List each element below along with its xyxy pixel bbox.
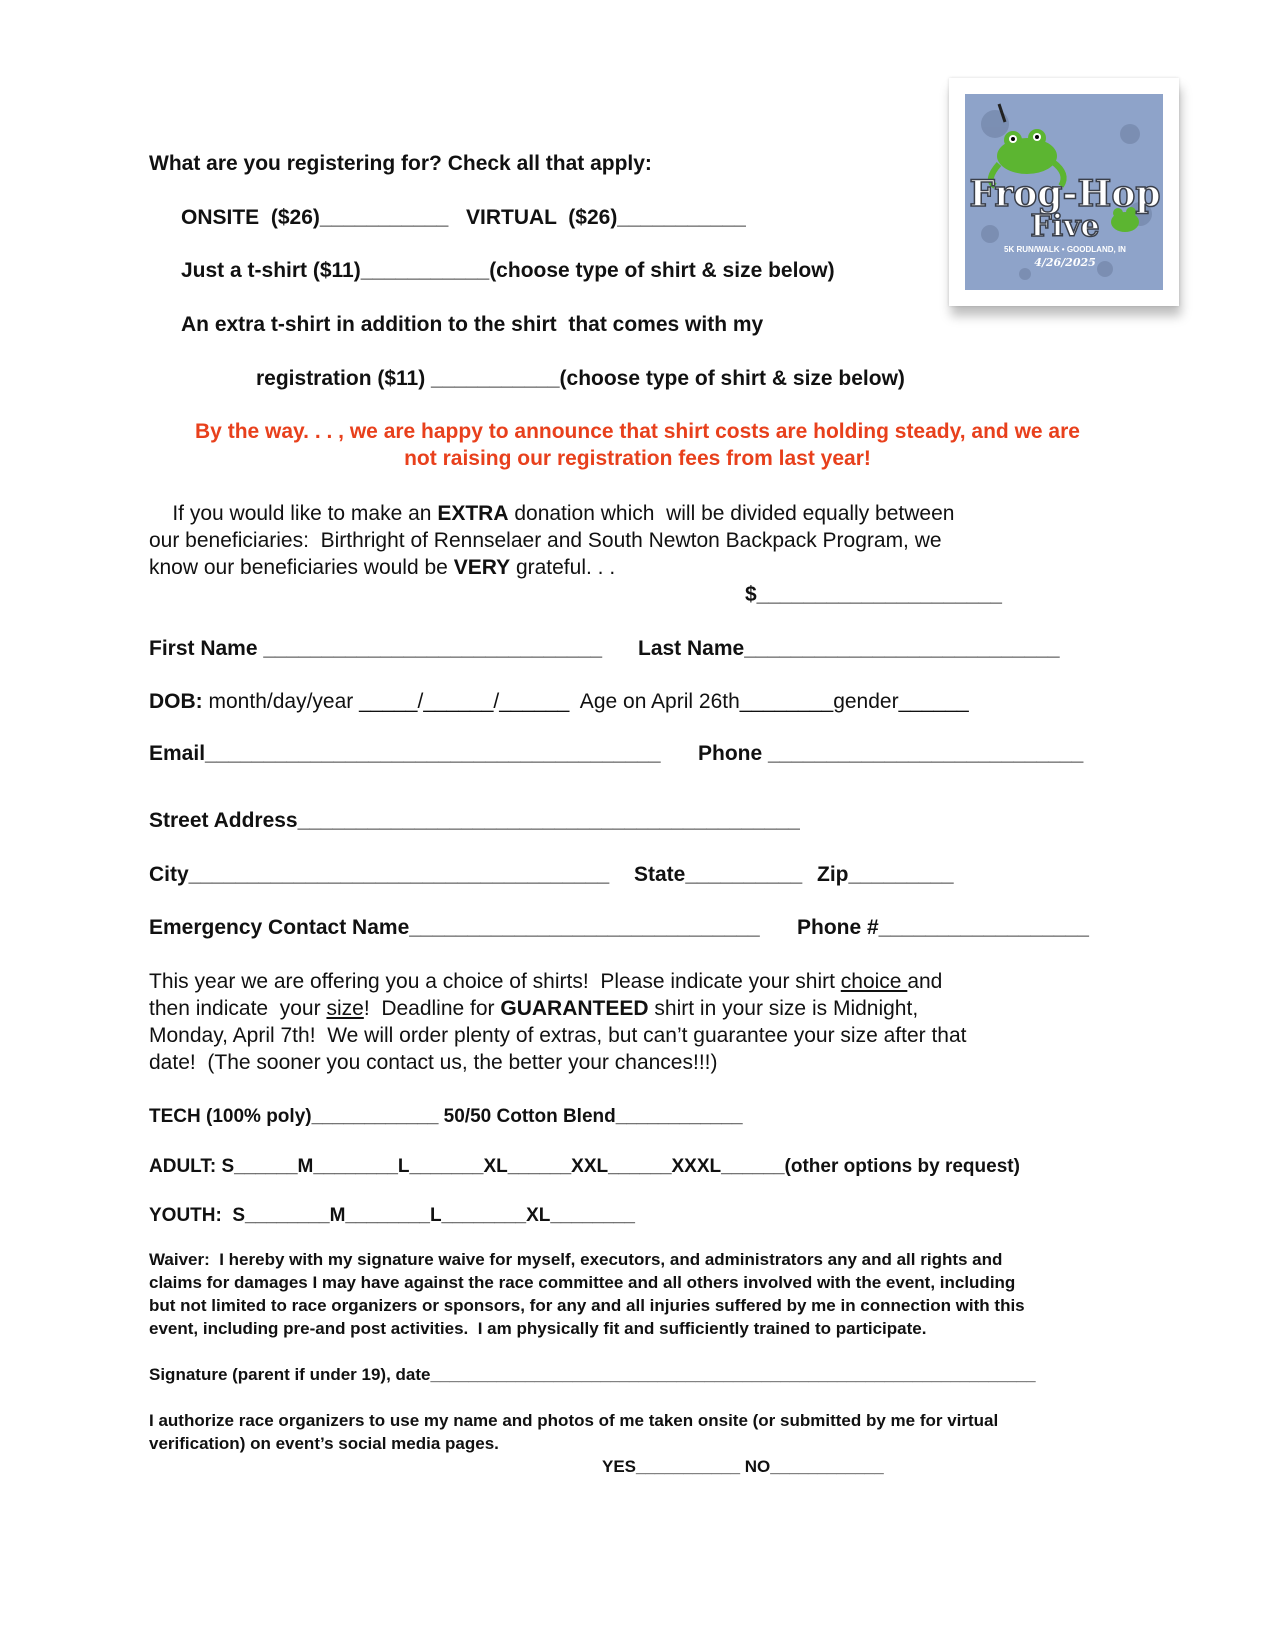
waiver-line1: Waiver: I hereby with my signature waive for myself, executors, and administrators any and all rights and	[149, 1250, 1003, 1269]
shirt-type-field[interactable]: TECH (100% poly)____________ 50/50 Cotton Blend____________	[149, 1106, 743, 1127]
onsite-option[interactable]: ONSITE ($26)___________	[181, 206, 449, 229]
email-field[interactable]: Email_______________________________________	[149, 742, 661, 765]
event-logo	[949, 78, 1179, 306]
logo-subtitle: 5K RUN/WALK • GOODLAND, IN	[1004, 245, 1126, 254]
first-name-field[interactable]: First Name _____________________________	[149, 637, 603, 660]
registration-question: What are you registering for? Check all that apply:	[149, 152, 652, 175]
donation-line2: our beneficiaries: Birthright of Rennselaer and South Newton Backpack Program, we	[149, 529, 942, 552]
youth-size-field[interactable]: YOUTH: S________M________L________XL________	[149, 1205, 635, 1226]
logo-title-line1: Frog-Hop	[969, 173, 1161, 215]
extra-tshirt-option-line1: An extra t-shirt in addition to the shirt that comes with my	[181, 313, 764, 336]
adult-size-field[interactable]: ADULT: S______M________L_______XL______XXL______XXXL______(other options by request)	[149, 1156, 1020, 1177]
last-name-field[interactable]: Last Name___________________________	[638, 637, 1060, 660]
virtual-option[interactable]: VIRTUAL ($26)___________	[466, 206, 746, 229]
shirts-line3: Monday, April 7th! We will order plenty of extras, but can’t guarantee your size after that	[149, 1024, 967, 1047]
state-field[interactable]: State__________	[634, 863, 803, 886]
extra-tshirt-option-line2[interactable]: registration ($11) ___________(choose type of shirt & size below)	[256, 367, 905, 390]
donation-line3: know our beneficiaries would be VERY grateful. . .	[149, 556, 616, 579]
street-address-field[interactable]: Street Address___________________________________________	[149, 809, 800, 832]
waiver-line2: claims for damages I may have against the race committee and all others involved with the event, including	[149, 1273, 1016, 1292]
donation-amount-field[interactable]: $_____________________	[745, 583, 1002, 606]
photo-consent-line1: I authorize race organizers to use my name and photos of me taken onsite (or submitted by me for virtual	[149, 1411, 999, 1430]
emergency-contact-field[interactable]: Emergency Contact Name______________________________	[149, 916, 760, 939]
zip-field[interactable]: Zip_________	[817, 863, 954, 886]
shirts-line1: This year we are offering you a choice of shirts! Please indicate your shirt choice and	[149, 970, 943, 993]
shirts-line4: date! (The sooner you contact us, the better your chances!!!)	[149, 1051, 718, 1074]
waiver-line3: but not limited to race organizers or sponsors, for any and all injuries suffered by me in connection with this	[149, 1296, 1025, 1315]
donation-line1: If you would like to make an EXTRA donation which will be divided equally between	[149, 502, 955, 525]
tshirt-only-option[interactable]: Just a t-shirt ($11)___________(choose type of shirt & size below)	[181, 259, 835, 282]
dob-age-gender-field[interactable]: DOB: month/day/year _____/______/______ Age on April 26th________gender______	[149, 690, 969, 713]
emergency-phone-field[interactable]: Phone #__________________	[797, 916, 1089, 939]
city-field[interactable]: City____________________________________	[149, 863, 610, 886]
photo-consent-line2: verification) on event’s social media pages.	[149, 1434, 499, 1453]
frog-hop-five-logo	[965, 94, 1163, 290]
shirts-line2: then indicate your size! Deadline for GUARANTEED shirt in your size is Midnight,	[149, 997, 919, 1020]
phone-field[interactable]: Phone ___________________________	[698, 742, 1084, 765]
logo-title-line2: Five	[1030, 209, 1100, 244]
photo-consent-yes-no[interactable]: YES___________ NO____________	[602, 1457, 884, 1476]
announcement-line2: not raising our registration fees from last year!	[404, 447, 871, 470]
logo-date: 4/26/2025	[1034, 256, 1096, 269]
signature-field[interactable]: Signature (parent if under 19), date________________________________________________________________	[149, 1365, 1036, 1384]
waiver-line4: event, including pre-and post activities. I am physically fit and sufficiently trained to participate.	[149, 1319, 927, 1338]
announcement-line1: By the way. . . , we are happy to announce that shirt costs are holding steady, and we are	[195, 420, 1080, 443]
